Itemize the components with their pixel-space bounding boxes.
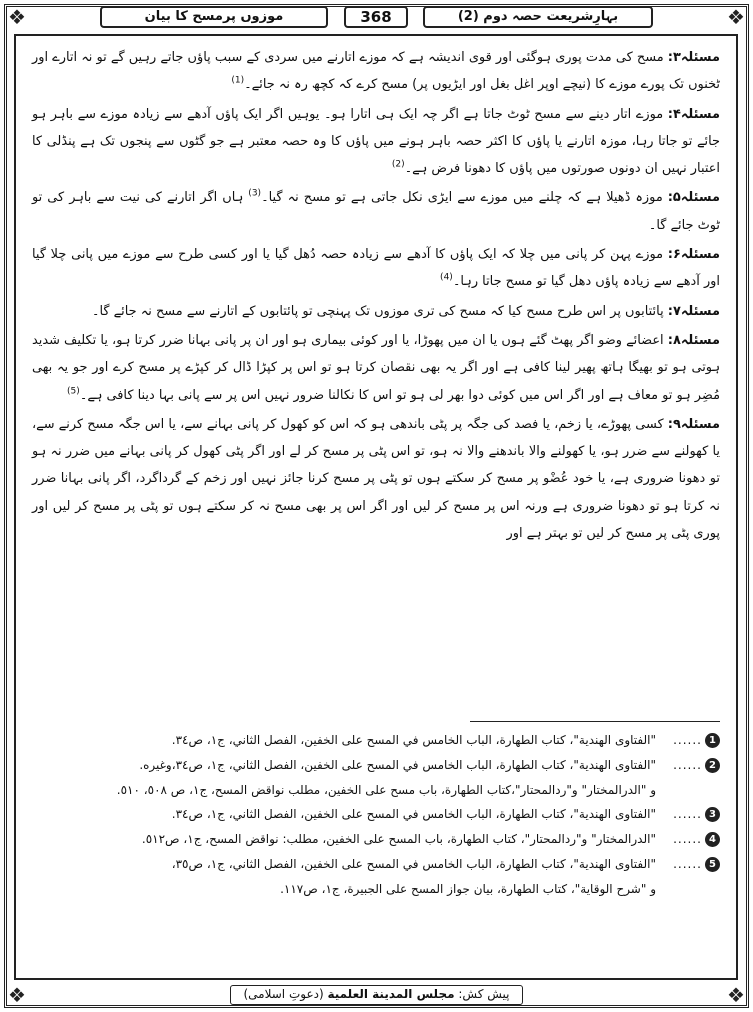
footnote-dots: ...... <box>673 856 702 871</box>
footnote-3 <box>40 802 720 827</box>
footnote-2-continued <box>40 778 720 803</box>
footnote-text: "الفتاوى الهندية"، كتاب الطهارة، الباب الخامس في المسح على الخفين، الفصل الثاني، ج١، ص٣٤. <box>171 807 656 822</box>
footnote-5 <box>40 852 720 877</box>
footnote-number: 5 <box>705 857 720 872</box>
masala-label: مسئلہ۶: <box>667 247 720 263</box>
footnote-text: "الفتاوى الهندية"، كتاب الطهارة، الباب الخامس في المسح على الخفين، الفصل الثاني، ج١، ص٣٤،وغيره. <box>139 757 656 772</box>
masala-8 <box>32 327 720 409</box>
footnote-1 <box>40 728 720 753</box>
footnote-text: "الفتاوى الهندية"، كتاب الطهارة، الباب الخامس في المسح على الخفين، الفصل الثاني، ج١، ص٣٤. <box>171 733 656 747</box>
book-title: بہارِشریعت حصہ دوم (2) <box>423 6 653 28</box>
footer-lead: پیش کش: <box>458 987 510 1001</box>
footnote-text: "الفتاوى الهندية"، كتاب الطهارة، الباب الخامس في المسح على الخفين، الفصل الثاني، ج١، ص٣٥، <box>171 856 656 871</box>
footnote-2 <box>40 753 720 778</box>
footnote-dots: ...... <box>673 832 702 847</box>
corner-ornament-icon: ❖ <box>727 983 745 1007</box>
footnote-ref[interactable]: (5) <box>67 386 80 397</box>
masala-label: مسئلہ۵: <box>667 190 720 206</box>
corner-ornament-icon: ❖ <box>727 5 745 29</box>
masala-label: مسئلہ۹: <box>667 416 720 432</box>
footnotes <box>40 728 720 902</box>
footnote-ref[interactable]: (1) <box>231 76 245 86</box>
masala-text: اعضائے وضو اگر پھٹ گئے ہوں یا ان میں پھوڑا، یا اور کوئی بیماری ہو اور ان پر پانی بہانا ضرر کرتا ہو، یا تکلیف شدید ہوتی ہو تو بھیگا ہاتھ پھیر لینا کافی ہے اور اگر یہ بھی نقصان کرتا ہو تو اس پر کپڑا ڈال کر کپڑے پر مسح کرے اور جو یہ بھی مُضِر ہو تو معاف ہے اور اگر اس میں کوئی دوا بھر لی ہو تو اس کا نکالنا ضرور نہیں اس پر سے پانی بہا دینا کافی ہے۔ <box>32 332 720 403</box>
masala-7 <box>32 298 720 325</box>
masala-5 <box>32 184 720 239</box>
footnote-dots: ...... <box>673 807 702 822</box>
footnote-text: و "شرح الوقاية"، كتاب الطهارة، بيان جواز المسح على الجبيرة، ج١، ص١١٧. <box>280 881 656 896</box>
masala-3 <box>32 44 720 99</box>
footnote-4 <box>40 827 720 852</box>
footnote-dots: ...... <box>673 733 702 747</box>
masala-9 <box>32 411 720 547</box>
footnote-ref[interactable]: (2) <box>391 159 405 170</box>
masala-6 <box>32 241 720 296</box>
masala-label: مسئلہ۴: <box>667 106 720 122</box>
footnote-5-continued <box>40 877 720 902</box>
footnote-text: "الدرالمختار" و"ردالمحتار"، كتاب الطهارة، باب المسح على الخفين، مطلب: نواقض المسح، ج١، ص٥١٢. <box>141 832 656 847</box>
page-number: 368 <box>344 6 408 28</box>
footnote-dots: ...... <box>673 757 702 772</box>
masala-text: موزہ ڈھیلا ہے کہ چلنے میں موزے سے ایڑی نکل جاتی ہے تو مسح نہ گیا۔ <box>261 190 663 206</box>
footnote-ref[interactable]: (4) <box>440 273 453 284</box>
footnote-number: 1 <box>705 733 720 748</box>
masala-text: کسی پھوڑے، یا زخم، یا فصد کی جگہ پر پٹی باندھی ہو کہ اس کو کھول کر پانی بہانے سے، یا اس جگہ مسح کرنے سے، یا کھولنے سے ضرر ہو، یا کھولنے والا باندھنے والا نہ ہو، تو اس پٹی پر مسح کر لے اور اگر پٹی کھول کر پانی بہانے میں ضرر نہ ہو تو دھونا ضروری ہے، یا خود عُضْو پر مسح کر سکتے ہوں تو پٹی پر مسح کرنا جائز نہیں اور زخم کے گرداگرد، اگر پانی بہانا ضرر نہ کرتا ہو تو دھونا ضروری ہے ورنہ اس پر مسح کر لیں اور اگر اس پر بھی مسح نہ کر سکتے ہوں تو پٹی پر مسح کر لیں اور پوری پٹی پر مسح کر لیں تو بہتر ہے اور <box>32 416 720 542</box>
masala-text: موزے اتار دینے سے مسح ٹوٹ جاتا ہے اگر چہ ایک ہی اتارا ہو۔ یوہیں اگر ایک پاؤں آدھے سے زیادہ موزے سے باہر ہو جائے تو جاتا رہا، موزہ اتارنے یا پاؤں کا اکثر حصہ باہر ہونے میں پاؤں کا وہ حصہ معتبر ہے جو گٹوں سے پنجوں تک ہے پنڈلی کا اعتبار نہیں ان دونوں صورتوں میں پاؤں کا دھونا فرض ہے۔ <box>32 106 720 177</box>
corner-ornament-icon: ❖ <box>8 983 26 1007</box>
chapter-title: موزوں پرمسح کا بیان <box>100 6 328 28</box>
masala-label: مسئلہ۳: <box>667 50 720 65</box>
masala-label: مسئلہ۷: <box>667 303 720 319</box>
main-text <box>32 44 720 549</box>
page-header <box>100 6 653 30</box>
footnote-text: و "الدرالمختار" و"ردالمحتار"،كتاب الطهارة، باب مسح على الخفين، مطلب نواقض المسح، ج١، ص ٥٠٨، ٥١٠. <box>116 782 656 797</box>
footnote-number: 4 <box>705 832 720 847</box>
page-footer <box>230 985 523 1005</box>
footnote-number: 2 <box>705 758 720 773</box>
masala-text: مسح کی مدت پوری ہوگئی اور قوی اندیشہ ہے کہ موزے اتارنے میں سردی کے سبب پاؤں جاتے رہیں گے تو نہ اتارے اور ٹخنوں تک پورے موزے کا (نیچے اوپر اغل بغل اور ایڑیوں پر) مسح کرے کہ کچھ رہ نہ جائے۔ <box>32 50 720 93</box>
masala-4 <box>32 101 720 183</box>
footnote-divider <box>470 721 720 722</box>
masala-text-tail: ہاں اگر اتارنے کی نیت سے باہر کی تو ٹوٹ جائے گا۔ <box>32 190 720 233</box>
footer-note: (دعوتِ اسلامی) <box>243 987 324 1001</box>
masala-text: موزے پہن کر پانی میں چلا کہ ایک پاؤں کا آدھے سے زیادہ حصہ دُھل گیا یا اور کسی طرح سے موزے میں پانی چلا گیا اور آدھے سے زیادہ پاؤں دھل گیا تو مسح جاتا رہا۔ <box>32 247 720 290</box>
corner-ornament-icon: ❖ <box>8 5 26 29</box>
footnote-ref[interactable]: (3) <box>248 189 262 200</box>
footnote-number: 3 <box>705 807 720 822</box>
footer-organization: مجلس المدينة العلمية <box>327 987 455 1001</box>
masala-label: مسئلہ۸: <box>667 332 720 348</box>
masala-text: پائتابوں پر اس طرح مسح کیا کہ مسح کی تری موزوں تک پہنچی تو پائتابوں کے اتارنے سے مسح نہ جائے گا۔ <box>91 303 664 319</box>
